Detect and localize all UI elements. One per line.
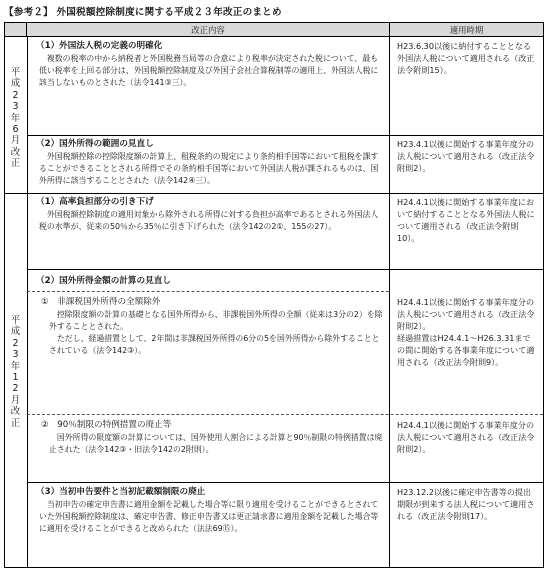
item-title: （2）国外所得の範囲の見直し xyxy=(36,139,154,149)
item-timing: H23.6.30以後に納付することとなる外国法人税について適用される（改正法令附則15）。 xyxy=(397,41,535,75)
sub-item-body-text: ただし、経過措置として、2年間は非課税国外所得の6分の5を国外所得から除外することとされている（法令142③）。 xyxy=(49,334,380,355)
item-timing: H24.4.1以後に開始する事業年度において納付することとなる外国法人税について適用される（改正法令附則10）。 xyxy=(397,197,535,243)
sub-item-body-text: 控除限度額の計算の基礎となる国外所得から、非課税国外所得の全額（従来は3分の2）を除外することとされた。 xyxy=(49,310,383,331)
summary-table xyxy=(4,22,544,568)
page-title: 【参考２】 外国税額控除制度に関する平成２３年改正のまとめ xyxy=(4,7,282,18)
period-label: 平成23年6月改正 xyxy=(10,67,21,170)
sub-item-body xyxy=(49,432,383,480)
item-title: （1）高率負担部分の引き下げ xyxy=(36,197,154,207)
item-timing: H23.4.1以後に開始する事業年度分の法人税について適用される（改正法令附則2）。 xyxy=(397,139,535,173)
item-title: （2）国外所得金額の計算の見直し xyxy=(36,276,171,286)
header-content: 改正内容 xyxy=(27,23,389,37)
item-body xyxy=(39,499,383,567)
item-body-text: 外国税額控除の控除限度額の計算上、租税条約の規定により条約相手国等において租税を課することができることとされる所得でその条約相手国等において外国法人税が課されるものは、国外所得に該当することとされた（法令142④三）。 xyxy=(39,152,379,185)
header-corner xyxy=(5,23,27,37)
sub-divider xyxy=(27,414,543,415)
sub-item-timing: H24.4.1以後に開始する事業年度分の法人税について適用される（改正法令附則2）。 経過措置はH24.4.1～H26.3.31までの間に開始する各事業年度について適用される（改正法令附則9）。 xyxy=(397,297,535,367)
sub-item-body-text: 国外所得の限度額の計算については、国外使用人割合による計算と90％制限の特例措置は廃止された（法令142③・旧法令142の2附則）。 xyxy=(49,433,383,454)
timing-column-divider xyxy=(389,37,390,567)
row-divider xyxy=(27,482,543,483)
item-timing: H23.12.2以後に確定申告書等の提出期限が到来する法人税について適用される（改正法令附則17）。 xyxy=(397,487,535,521)
sub-item-timing: H24.4.1以後に開始する事業年度分の法人税について適用される（改正法令附則2）。 xyxy=(397,420,535,454)
item-title: （1）外国法人税の定義の明確化 xyxy=(36,41,163,51)
item-title: （3）当初申告要件と当初記載額制限の廃止 xyxy=(36,487,206,497)
sub-item-title: ② 90％制限の特例措置の廃止等 xyxy=(41,420,172,430)
period-divider xyxy=(5,193,543,194)
item-body xyxy=(39,151,383,191)
period-label: 平成23年12月改正 xyxy=(10,315,21,429)
row-divider xyxy=(27,135,543,136)
sub-item-title: ① 非課税国外所得の全額除外 xyxy=(41,297,161,307)
item-body-text: 当初申告の確定申告書に適用金額を記載した場合等に限り適用を受けることができるとされていた外国税額控除制度は、確定申告書、修正申告書又は更正請求書に適用金額を記載した場合等に適用を受けることができると改められた（法法69⑮）。 xyxy=(39,500,379,533)
item-body xyxy=(39,53,383,133)
sub-item-body xyxy=(49,309,383,413)
item-body xyxy=(39,209,383,267)
period-column-divider xyxy=(27,37,28,567)
item-body-text: 複数の税率の中から納税者と外国税務当局等の合意により税率が決定された税について、最も低い税率を上回る部分は、外国税額控除制度及び外国子会社合算税制等の適用上、外国法人税に該当しないものとされた（法令141③三）。 xyxy=(39,54,379,87)
item-body-text: 外国税額控除制度の適用対象から除外される所得に対する負担が高率であるとされる外国法人税の水準が、従来の50％から35％に引き下げられた（法令142の2①、155の27）。 xyxy=(39,210,379,231)
sub-divider xyxy=(27,291,389,292)
header-timing: 適用時期 xyxy=(389,23,543,37)
row-divider xyxy=(27,269,543,270)
